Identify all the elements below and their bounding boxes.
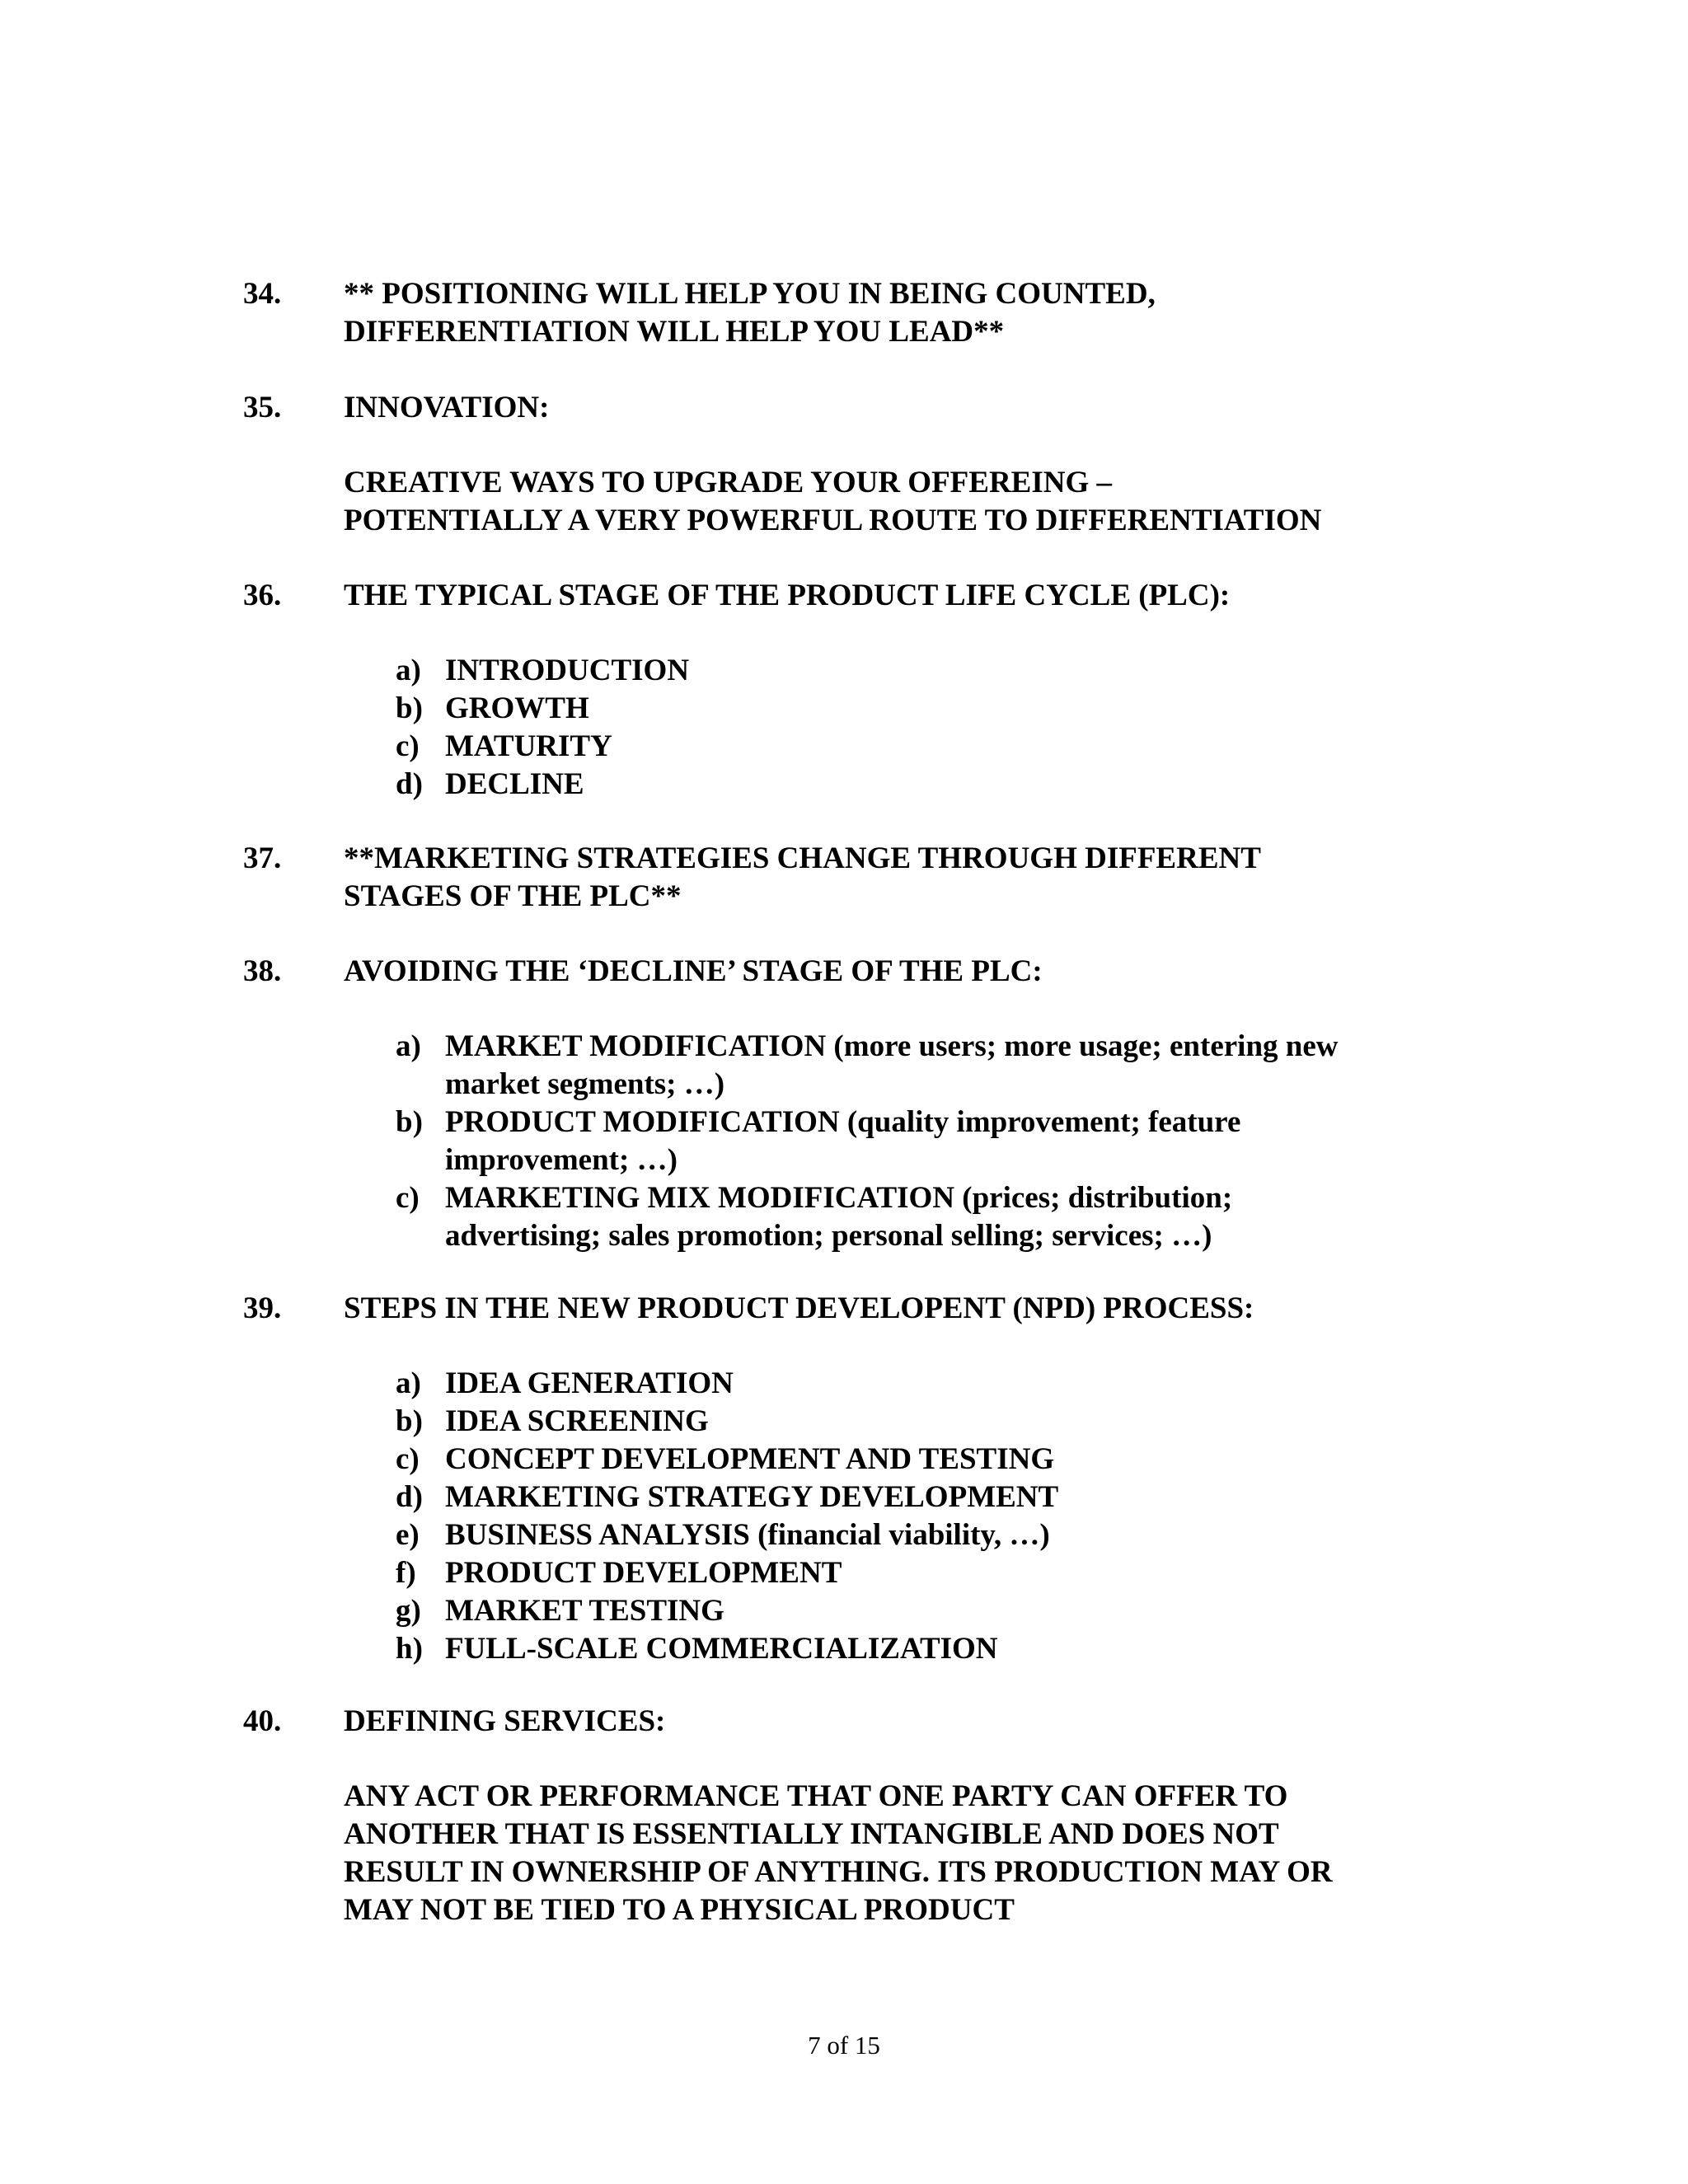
item-line: ANY ACT OR PERFORMANCE THAT ONE PARTY CAN OFFER TO [344,1779,1288,1813]
item-number: 39. [243,1291,282,1325]
item-40-body [243,1778,1479,1929]
item-line: POTENTIALLY A VERY POWERFUL ROUTE TO DIFFERENTIATION [344,504,1322,537]
npd-steps-list [396,1365,1467,1668]
list-item: b) IDEA SCREENING [396,1404,709,1438]
list-item: h) FULL-SCALE COMMERCIALIZATION [396,1632,998,1666]
item-number: 37. [243,841,282,875]
list-item: c) MATURITY [396,729,612,763]
item-line: RESULT IN OWNERSHIP OF ANYTHING. ITS PRODUCTION MAY OR [344,1855,1333,1889]
decline-avoidance-list [396,1028,1467,1255]
item-35 [243,389,1479,427]
item-40 [243,1703,1479,1741]
item-line: MAY NOT BE TIED TO A PHYSICAL PRODUCT [344,1893,1015,1927]
item-text [344,275,1456,351]
item-text [344,840,1456,916]
list-item: a) MARKET MODIFICATION (more users; more usage; entering new market segments; …) [396,1029,1339,1101]
page-number: 7 of 15 [808,2031,880,2060]
item-heading: DEFINING SERVICES: [344,1704,666,1738]
item-38 [243,953,1479,991]
item-heading: AVOIDING THE ‘DECLINE’ STAGE OF THE PLC: [344,954,1043,988]
item-line: **MARKETING STRATEGIES CHANGE THROUGH DIFFERENT [344,841,1261,875]
list-item: c) MARKETING MIX MODIFICATION (prices; distribution; advertising; sales promotion; personal selling; services; …) [396,1181,1233,1253]
item-line: CREATIVE WAYS TO UPGRADE YOUR OFFEREING – [344,466,1113,499]
list-item: b) PRODUCT MODIFICATION (quality improvement; feature improvement; …) [396,1105,1241,1177]
item-line: ** POSITIONING WILL HELP YOU IN BEING COUNTED, [344,277,1156,311]
item-37 [243,840,1479,916]
item-number: 40. [243,1704,282,1738]
item-number: 34. [243,277,282,311]
item-heading: STEPS IN THE NEW PRODUCT DEVELOPENT (NPD) PROCESS: [344,1291,1254,1325]
item-heading: THE TYPICAL STAGE OF THE PRODUCT LIFE CYCLE (PLC): [344,579,1231,612]
item-39 [243,1290,1479,1328]
item-heading: INNOVATION: [344,391,550,424]
list-item: e) BUSINESS ANALYSIS (financial viability, …) [396,1518,1050,1552]
list-item: a) IDEA GENERATION [396,1366,734,1400]
item-number: 38. [243,954,282,988]
item-line: STAGES OF THE PLC** [344,879,682,913]
item-34 [243,275,1479,351]
list-item: c) CONCEPT DEVELOPMENT AND TESTING [396,1442,1055,1476]
item-number: 35. [243,391,282,424]
list-item: f) PRODUCT DEVELOPMENT [396,1556,842,1590]
item-35-body [243,464,1479,540]
list-item: b) GROWTH [396,691,589,725]
item-line: ANOTHER THAT IS ESSENTIALLY INTANGIBLE AND DOES NOT [344,1817,1279,1851]
list-item: d) MARKETING STRATEGY DEVELOPMENT [396,1480,1059,1514]
plc-stage-list [396,652,1467,804]
item-number: 36. [243,579,282,612]
list-item: d) DECLINE [396,767,584,801]
item-36 [243,577,1479,615]
list-item: a) INTRODUCTION [396,654,690,687]
list-item: g) MARKET TESTING [396,1594,724,1628]
item-line: DIFFERENTIATION WILL HELP YOU LEAD** [344,315,1005,349]
